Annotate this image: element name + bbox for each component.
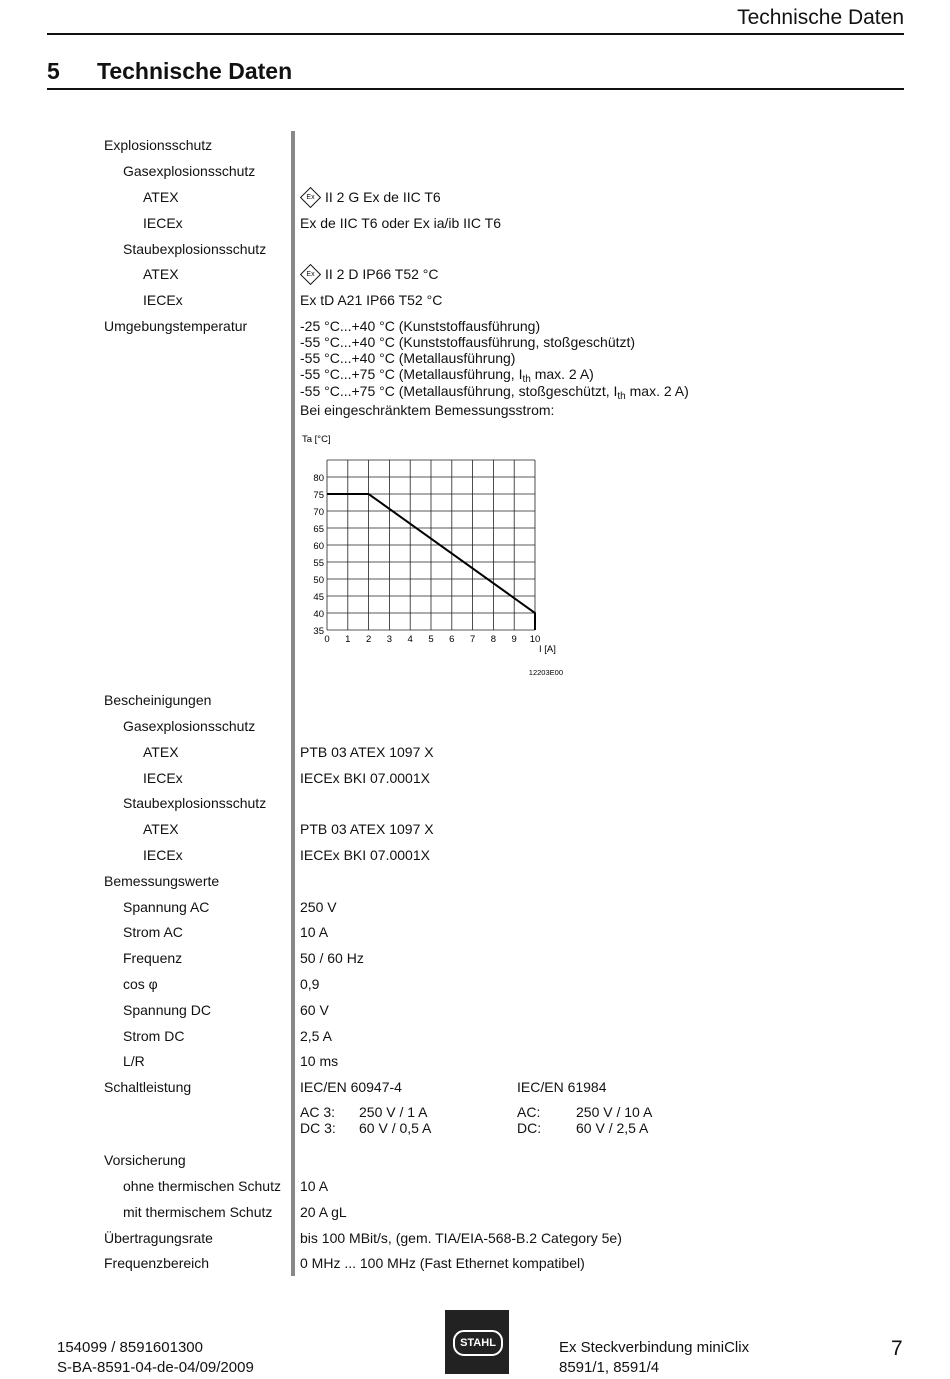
x-tick-label: 10 [529, 634, 541, 645]
x-tick-label: 6 [449, 634, 455, 645]
x-tick-label: 5 [428, 634, 434, 645]
footer-doc-info [57, 1338, 254, 1378]
stahl-logo-text: STAHL [453, 1330, 503, 1356]
x-tick-label: 9 [511, 634, 517, 645]
value-iecex-staub: Ex tD A21 IP66 T52 °C [300, 292, 443, 308]
stahl-logo [445, 1310, 509, 1374]
y-tick-label: 50 [313, 575, 324, 586]
value-atex-cert-gas: PTB 03 ATEX 1097 X [300, 744, 434, 760]
label-staubexplosionsschutz: Staubexplosionsschutz [123, 241, 267, 257]
product-variants: 8591/1, 8591/4 [559, 1359, 660, 1376]
label-atex: ATEX [143, 821, 179, 837]
label-bemessungswerte: Bemessungswerte [104, 873, 220, 889]
label-spannung-dc: Spannung DC [123, 1002, 211, 1018]
x-tick-label: 4 [407, 634, 413, 645]
x-tick-label: 3 [386, 634, 393, 645]
label-gasexplosionsschutz: Gasexplosionsschutz [123, 163, 256, 179]
schaltleistung-value: 250 V / 10 A [576, 1104, 653, 1120]
label-atex: ATEX [143, 266, 179, 282]
value-atex-gas: Ex II 2 G Ex de IIC T6 [300, 189, 441, 206]
label-iecex: IECEx [143, 770, 183, 786]
label-explosionsschutz: Explosionsschutz [104, 137, 213, 153]
temp-line: -55 °C...+75 °C (Metallausführung, stoßgeschützt, $I_{th}$ max. 2 A) [300, 383, 689, 402]
x-tick-label: 2 [365, 634, 372, 645]
value-spannung-ac: 250 V [300, 899, 337, 915]
value-atex-staub: Ex II 2 D IP66 T52 °C [300, 266, 439, 283]
y-tick-label: 75 [313, 490, 324, 501]
y-tick-label: 40 [313, 609, 324, 620]
label-cos-phi: cos φ [123, 976, 158, 992]
schaltleistung-value: 250 V / 1 A [359, 1104, 428, 1120]
label-frequenz: Frequenz [123, 950, 183, 966]
value-frequenzbereich: 0 MHz ... 100 MHz (Fast Ethernet kompatibel) [300, 1255, 585, 1271]
schaltleistung-category: AC: [517, 1104, 541, 1120]
derating-chart [295, 428, 585, 683]
value-atex-cert-staub: PTB 03 ATEX 1097 X [300, 821, 434, 837]
y-tick-label: 45 [313, 592, 324, 603]
label-ohne-thermischen-schutz: ohne thermischen Schutz [123, 1178, 281, 1194]
value-iecex-gas: Ex de IIC T6 oder Ex ia/ib IIC T6 [300, 215, 502, 231]
x-tick-label: 8 [490, 634, 497, 645]
schaltleistung-standard: IEC/EN 61984 [517, 1079, 607, 1095]
x-tick-label: 7 [469, 634, 476, 645]
label-staubexplosionsschutz: Staubexplosionsschutz [123, 795, 267, 811]
label-atex: ATEX [143, 189, 179, 205]
x-tick-label: 0 [324, 634, 330, 645]
value-iecex-cert-gas: IECEx BKI 07.0001X [300, 770, 430, 786]
schaltleistung-category: DC: [517, 1120, 542, 1136]
header-rule [47, 33, 904, 35]
label-frequenzbereich: Frequenzbereich [104, 1255, 210, 1271]
footer-product [559, 1338, 749, 1378]
label-strom-dc: Strom DC [123, 1028, 185, 1044]
label-uebertragungsrate: Übertragungsrate [104, 1230, 213, 1246]
label-bescheinigungen: Bescheinigungen [104, 692, 212, 708]
value-strom-dc: 2,5 A [300, 1028, 332, 1044]
y-tick-label: 35 [313, 626, 324, 637]
ex-hexagon-icon: Ex [300, 264, 321, 285]
label-mit-thermischem-schutz: mit thermischem Schutz [123, 1204, 273, 1220]
label-iecex: IECEx [143, 215, 183, 231]
value-lr: 10 ms [300, 1053, 339, 1069]
schaltleistung-category: DC 3: [300, 1120, 336, 1136]
section-title: Technische Daten [97, 58, 293, 84]
running-header-title: Technische Daten [737, 6, 904, 29]
page-number: 7 [891, 1337, 903, 1360]
label-gasexplosionsschutz: Gasexplosionsschutz [123, 718, 256, 734]
x-axis-label: I [A] [539, 644, 556, 655]
label-spannung-ac: Spannung AC [123, 899, 210, 915]
value-mit-thermischem-schutz: 20 A gL [300, 1204, 347, 1220]
y-axis-label: Ta [°C] [302, 434, 331, 445]
schaltleistung-standard: IEC/EN 60947-4 [300, 1079, 402, 1095]
value-iecex-cert-staub: IECEx BKI 07.0001X [300, 847, 430, 863]
label-iecex: IECEx [143, 847, 183, 863]
temp-line: -55 °C...+40 °C (Kunststoffausführung, stoßgeschützt) [300, 334, 636, 350]
y-tick-label: 60 [313, 541, 324, 552]
doc-number: 154099 / 8591601300 [57, 1339, 203, 1356]
label-schaltleistung: Schaltleistung [104, 1079, 192, 1095]
value-ohne-thermischen-schutz: 10 A [300, 1178, 329, 1194]
figure-id: 12203E00 [528, 668, 563, 677]
product-name: Ex Steckverbindung miniClix [559, 1339, 750, 1356]
label-strom-ac: Strom AC [123, 924, 183, 940]
value-uebertragungsrate: bis 100 MBit/s, (gem. TIA/EIA-568-B.2 Category 5e) [300, 1230, 622, 1246]
y-tick-label: 70 [313, 507, 324, 518]
schaltleistung-value: 60 V / 2,5 A [576, 1120, 649, 1136]
value-frequenz: 50 / 60 Hz [300, 950, 364, 966]
y-tick-label: 80 [313, 473, 324, 484]
schaltleistung-value: 60 V / 0,5 A [359, 1120, 432, 1136]
label-umgebungstemperatur: Umgebungstemperatur [104, 318, 248, 334]
y-tick-label: 65 [313, 524, 324, 535]
value-strom-ac: 10 A [300, 924, 329, 940]
schaltleistung-category: AC 3: [300, 1104, 336, 1120]
temp-line: -55 °C...+40 °C (Metallausführung) [300, 350, 516, 366]
label-iecex: IECEx [143, 292, 183, 308]
label-vorsicherung: Vorsicherung [104, 1152, 186, 1168]
label-lr: L/R [123, 1053, 145, 1069]
value-spannung-dc: 60 V [300, 1002, 329, 1018]
temp-line: Bei eingeschränktem Bemessungsstrom: [300, 402, 555, 418]
x-tick-label: 1 [345, 634, 351, 645]
temp-line: -25 °C...+40 °C (Kunststoffausführung) [300, 318, 541, 334]
temp-line: -55 °C...+75 °C (Metallausführung, $I_{th}$ max. 2 A) [300, 366, 594, 385]
ex-hexagon-icon: Ex [300, 187, 321, 208]
section-number: 5 [47, 58, 60, 84]
section-rule [47, 88, 904, 90]
table-divider [291, 131, 295, 1276]
doc-code: S-BA-8591-04-de-04/09/2009 [57, 1359, 254, 1376]
y-tick-label: 55 [313, 558, 324, 569]
value-cos-phi: 0,9 [300, 976, 320, 992]
label-atex: ATEX [143, 744, 179, 760]
